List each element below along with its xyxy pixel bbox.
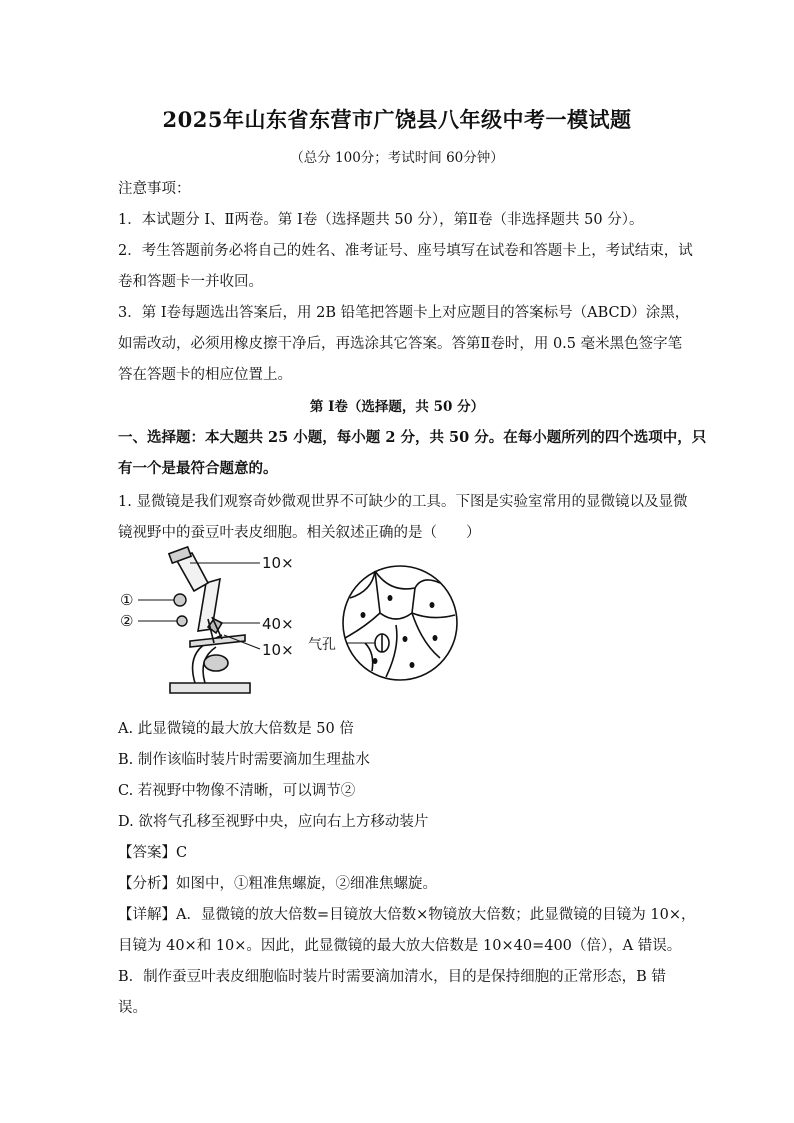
section-instruction-line-1: 一、选择题：本大题共 25 小题，每小题 2 分，共 50 分。在每小题所列的四个选项中，只 (118, 429, 707, 446)
objective-high-label: 40× (262, 615, 294, 633)
marker-2: ② (120, 612, 134, 630)
field-of-view (343, 566, 457, 680)
detail-line-4: 误。 (118, 1000, 147, 1016)
notice-item-2-line-2: 卷和答题卡一并收回。 (118, 274, 263, 290)
notice-item-3-line-1: 3．第 I卷每题选出答案后，用 2B 铅笔把答题卡上对应题目的答案标号（ABCD）涂黑， (118, 305, 690, 321)
fine-focus-knob (177, 616, 187, 626)
notice-heading: 注意事项： (118, 181, 191, 197)
detail-line-2: 目镜为 40×和 10×。因此，此显微镜的最大放大倍数是 10×40=400（倍），A 错误。 (118, 938, 682, 954)
objective-low-label: 10× (262, 641, 294, 659)
option-c: C. 若视野中物像不清晰，可以调节② (118, 783, 356, 799)
option-a: A. 此显微镜的最大放大倍数是 50 倍 (118, 721, 354, 737)
notice-item-1: 1．本试题分 I、Ⅱ两卷。第 I卷（选择题共 50 分），第Ⅱ卷（非选择题共 50 分）。 (118, 212, 644, 228)
notice-item-3-line-3: 答在答题卡的相应位置上。 (118, 367, 292, 383)
eyepiece-label: 10× (262, 554, 294, 572)
marker-1: ① (120, 591, 134, 609)
question-1-stem-line-2: 镜视野中的蚕豆叶表皮细胞。相关叙述正确的是（ ） (118, 525, 481, 541)
section-heading: 第 I卷（选择题，共 50 分） (309, 399, 485, 415)
section-instruction-line-2: 有一个是最符合题意的。 (118, 460, 278, 477)
detail-line-1: 【详解】A．显微镜的放大倍数=目镜放大倍数×物镜放大倍数；此显微镜的目镜为 10×， (118, 907, 696, 923)
exam-subtitle: （总分 100分；考试时间 60分钟） (290, 150, 504, 166)
notice-item-3-line-2: 如需改动，必须用橡皮擦干净后，再选涂其它答案。答第Ⅱ卷时，用 0.5 毫米黑色签字笔 (118, 336, 683, 352)
detail-line-3: B．制作蚕豆叶表皮细胞临时装片时需要滴加清水，目的是保持细胞的正常形态，B 错 (118, 969, 666, 985)
notice-item-2-line-1: 2．考生答题前务必将自己的姓名、准考证号、座号填写在试卷和答题卡上，考试结束，试 (118, 243, 693, 259)
coarse-focus-knob (174, 594, 186, 606)
question-1-stem-line-1: 1. 显微镜是我们观察奇妙微观世界不可缺少的工具。下图是实验室常用的显微镜以及显微 (118, 494, 688, 510)
analysis-line: 【分析】如图中，①粗准焦螺旋，②细准焦螺旋。 (118, 876, 437, 892)
stoma-label: 气孔 (308, 637, 336, 653)
answer-line: 【答案】C (118, 845, 188, 861)
option-b: B. 制作该临时装片时需要滴加生理盐水 (118, 752, 370, 768)
exam-title: 2025年山东省东营市广饶县八年级中考一模试题 (162, 107, 632, 132)
microscope-and-cells-figure (116, 543, 490, 703)
option-d: D. 欲将气孔移至视野中央，应向右上方移动装片 (118, 814, 429, 830)
question-1-figure (116, 543, 490, 703)
